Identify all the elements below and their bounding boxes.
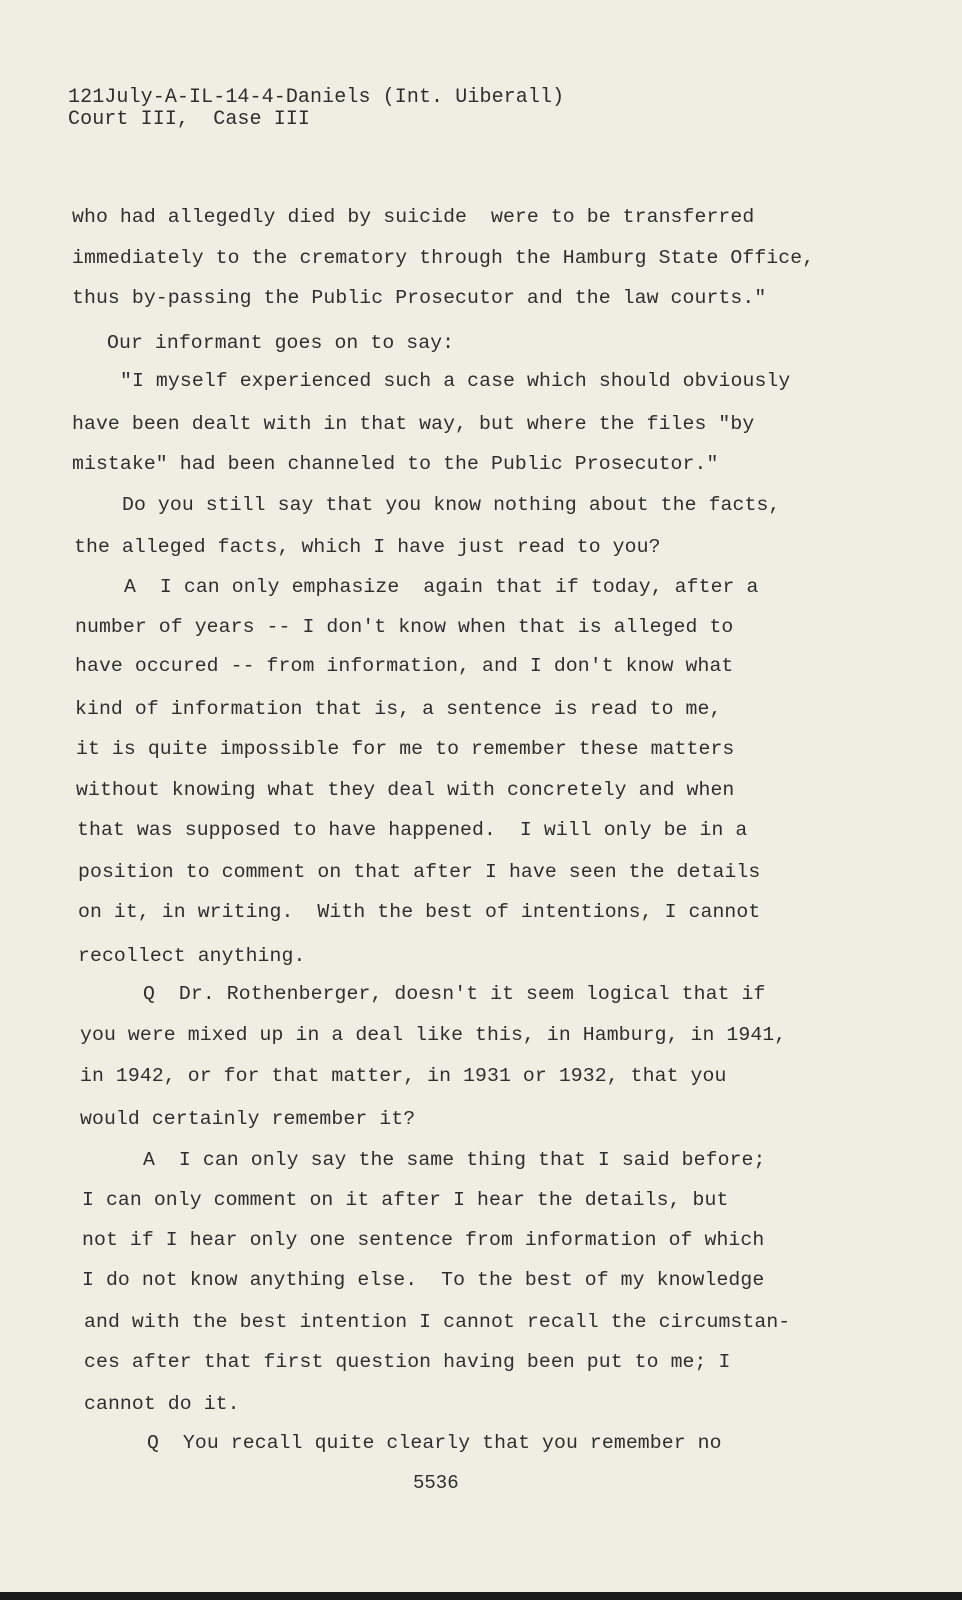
- page-number: 5536: [413, 1472, 459, 1494]
- text-line: Q Dr. Rothenberger, doesn't it seem logical that if: [143, 983, 766, 1005]
- text-line: the alleged facts, which I have just read to you?: [74, 536, 661, 558]
- text-line: Our informant goes on to say:: [107, 332, 455, 354]
- text-line: not if I hear only one sentence from information of which: [82, 1229, 765, 1251]
- header-line-1: 121July-A-IL-14-4-Daniels (Int. Uiberall): [68, 86, 565, 109]
- header-line-2: Court III, Case III: [68, 108, 311, 131]
- text-line: mistake" had been channeled to the Public Prosecutor.": [72, 453, 719, 475]
- text-line: would certainly remember it?: [80, 1108, 416, 1130]
- text-line: kind of information that is, a sentence is read to me,: [75, 698, 722, 720]
- text-line: "I myself experienced such a case which should obviously: [120, 370, 791, 392]
- text-line: on it, in writing. With the best of intentions, I cannot: [78, 901, 761, 923]
- text-line: Do you still say that you know nothing about the facts,: [122, 494, 781, 516]
- text-line: cannot do it.: [84, 1393, 240, 1415]
- text-line: position to comment on that after I have seen the details: [78, 861, 761, 883]
- text-line: number of years -- I don't know when that is alleged to: [75, 616, 734, 638]
- text-line: without knowing what they deal with concretely and when: [76, 779, 735, 801]
- text-line: recollect anything.: [78, 945, 306, 967]
- text-line: A I can only say the same thing that I said before;: [143, 1149, 766, 1171]
- scan-edge: [0, 1592, 962, 1600]
- text-line: thus by-passing the Public Prosecutor and the law courts.": [72, 287, 767, 309]
- text-line: you were mixed up in a deal like this, in Hamburg, in 1941,: [80, 1024, 787, 1046]
- text-line: Q You recall quite clearly that you remember no: [147, 1432, 722, 1454]
- text-line: ces after that first question having been put to me; I: [84, 1351, 731, 1373]
- text-line: have occured -- from information, and I don't know what: [75, 655, 734, 677]
- text-line: and with the best intention I cannot recall the circumstan-: [84, 1311, 791, 1333]
- text-line: have been dealt with in that way, but where the files "by: [72, 413, 755, 435]
- text-line: A I can only emphasize again that if today, after a: [124, 576, 759, 598]
- text-line: who had allegedly died by suicide were to be transferred: [72, 206, 755, 228]
- text-line: it is quite impossible for me to remember these matters: [76, 738, 735, 760]
- text-line: I do not know anything else. To the best of my knowledge: [82, 1269, 765, 1291]
- text-line: in 1942, or for that matter, in 1931 or 1932, that you: [80, 1065, 727, 1087]
- text-line: that was supposed to have happened. I will only be in a: [77, 819, 748, 841]
- text-line: immediately to the crematory through the Hamburg State Office,: [72, 247, 815, 269]
- text-line: I can only comment on it after I hear the details, but: [82, 1189, 729, 1211]
